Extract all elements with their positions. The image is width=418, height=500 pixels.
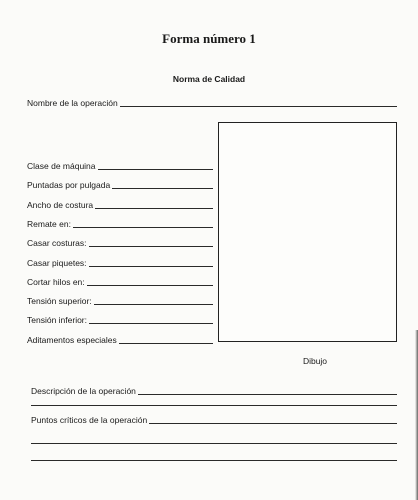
critical-points-label: Puntos críticos de la operación	[31, 415, 148, 425]
form-subtitle: Norma de Calidad	[172, 74, 246, 84]
lower-tension-label: Tensión inferior:	[27, 315, 88, 325]
seam-width-label: Ancho de costura	[27, 200, 94, 210]
operation-name-field[interactable]	[27, 97, 397, 109]
critical-points-extra-line-1[interactable]	[31, 443, 397, 444]
match-notches-label: Casar piquetes:	[27, 258, 87, 268]
machine-class-field[interactable]	[27, 160, 213, 172]
match-seams-field[interactable]	[27, 237, 213, 249]
operation-description-label: Descripción de la operación	[31, 386, 136, 396]
lower-tension-field[interactable]	[27, 314, 213, 326]
upper-tension-label: Tensión superior:	[27, 296, 92, 306]
drawing-caption: Dibujo	[302, 356, 328, 366]
seam-width-field[interactable]	[27, 199, 213, 211]
special-attachments-label: Aditamentos especiales	[27, 335, 117, 345]
critical-points-field[interactable]	[31, 414, 397, 426]
upper-tension-field[interactable]	[27, 295, 213, 307]
special-attachments-field[interactable]	[27, 334, 213, 346]
finish-on-label: Remate en:	[27, 219, 71, 229]
critical-points-extra-line-2[interactable]	[31, 460, 397, 461]
match-notches-field[interactable]	[27, 257, 213, 269]
operation-description-field[interactable]	[31, 385, 397, 397]
finish-on-field[interactable]	[27, 218, 213, 230]
stitches-per-inch-field[interactable]	[27, 179, 213, 191]
drawing-box[interactable]	[218, 122, 397, 342]
form-number-title: Forma número 1	[162, 31, 256, 46]
cut-threads-label: Cortar hilos en:	[27, 277, 85, 287]
operation-name-label: Nombre de la operación	[27, 98, 118, 108]
stitches-per-inch-label: Puntadas por pulgada	[27, 180, 111, 190]
operation-description-extra-line[interactable]	[31, 405, 397, 406]
machine-class-label: Clase de máquina	[27, 161, 96, 171]
cut-threads-field[interactable]	[27, 276, 213, 288]
match-seams-label: Casar costuras:	[27, 238, 87, 248]
